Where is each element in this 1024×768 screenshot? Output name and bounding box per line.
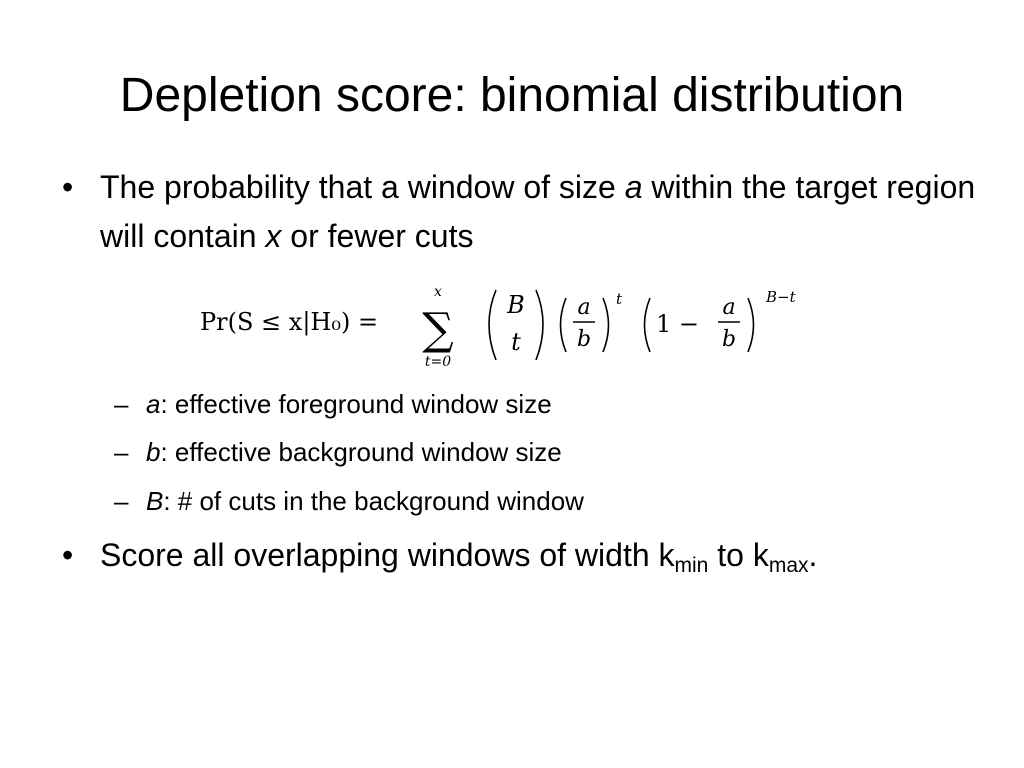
paren2-right — [748, 298, 754, 352]
sub-dash: – — [114, 486, 129, 516]
sub-description: : effective background window size — [160, 437, 562, 467]
subscript-min: min — [674, 554, 709, 577]
sub-text — [146, 485, 584, 517]
binom-top: B — [507, 291, 525, 319]
bullet-text-part: The probability that a window of size — [100, 169, 625, 205]
sum-symbol: ∑ — [422, 304, 454, 355]
bullet-text-part: within the target region will contain — [100, 169, 976, 254]
bullet-text-part: Score all overlapping windows of width k — [100, 537, 675, 573]
bullet-text — [100, 531, 980, 580]
bullet-text-part: . — [808, 537, 818, 573]
subscript-max: max — [768, 554, 809, 577]
frac1-denominator: b — [576, 327, 592, 352]
bullet-dot: • — [62, 169, 74, 205]
formula-lhs: Pr(S ≤ x|H₀) = — [200, 308, 379, 336]
frac2-denominator: b — [721, 327, 737, 352]
binom-right-paren — [536, 290, 543, 360]
binomial-formula — [200, 280, 840, 370]
bullet-dot: • — [62, 537, 74, 573]
frac1-left-paren — [561, 298, 567, 352]
slide-title: Depletion score: binomial distribution — [119, 69, 905, 122]
sub-description: : # of cuts in the background window — [163, 486, 584, 516]
frac2-numerator: a — [722, 295, 736, 320]
sub-dash: – — [114, 437, 129, 467]
sub-text — [146, 436, 562, 468]
one-minus: 1 − — [656, 310, 700, 338]
sub-variable: a — [146, 389, 161, 419]
formula-svg — [200, 280, 840, 370]
exponent-t: t — [616, 290, 623, 308]
bullet-text-part: to k — [708, 537, 769, 573]
frac1-right-paren — [603, 298, 609, 352]
sub-description: : effective foreground window size — [160, 389, 552, 419]
sub-variable: b — [146, 437, 161, 467]
bullet-text-part: or fewer cuts — [281, 218, 474, 254]
binom-bottom: t — [511, 328, 521, 356]
sub-dash: – — [114, 389, 129, 419]
sub-variable: B — [146, 486, 164, 516]
sum-upper-limit: x — [434, 284, 442, 300]
sub-text — [146, 388, 552, 420]
sum-lower-limit: t=0 — [424, 354, 452, 370]
binom-left-paren — [489, 290, 496, 360]
paren2-left — [645, 298, 651, 352]
exponent-b-minus-t: B−t — [766, 288, 796, 306]
variable-a: a — [624, 169, 643, 205]
frac1-numerator: a — [577, 295, 591, 320]
variable-x: x — [265, 218, 282, 254]
bullet-text — [100, 163, 980, 261]
